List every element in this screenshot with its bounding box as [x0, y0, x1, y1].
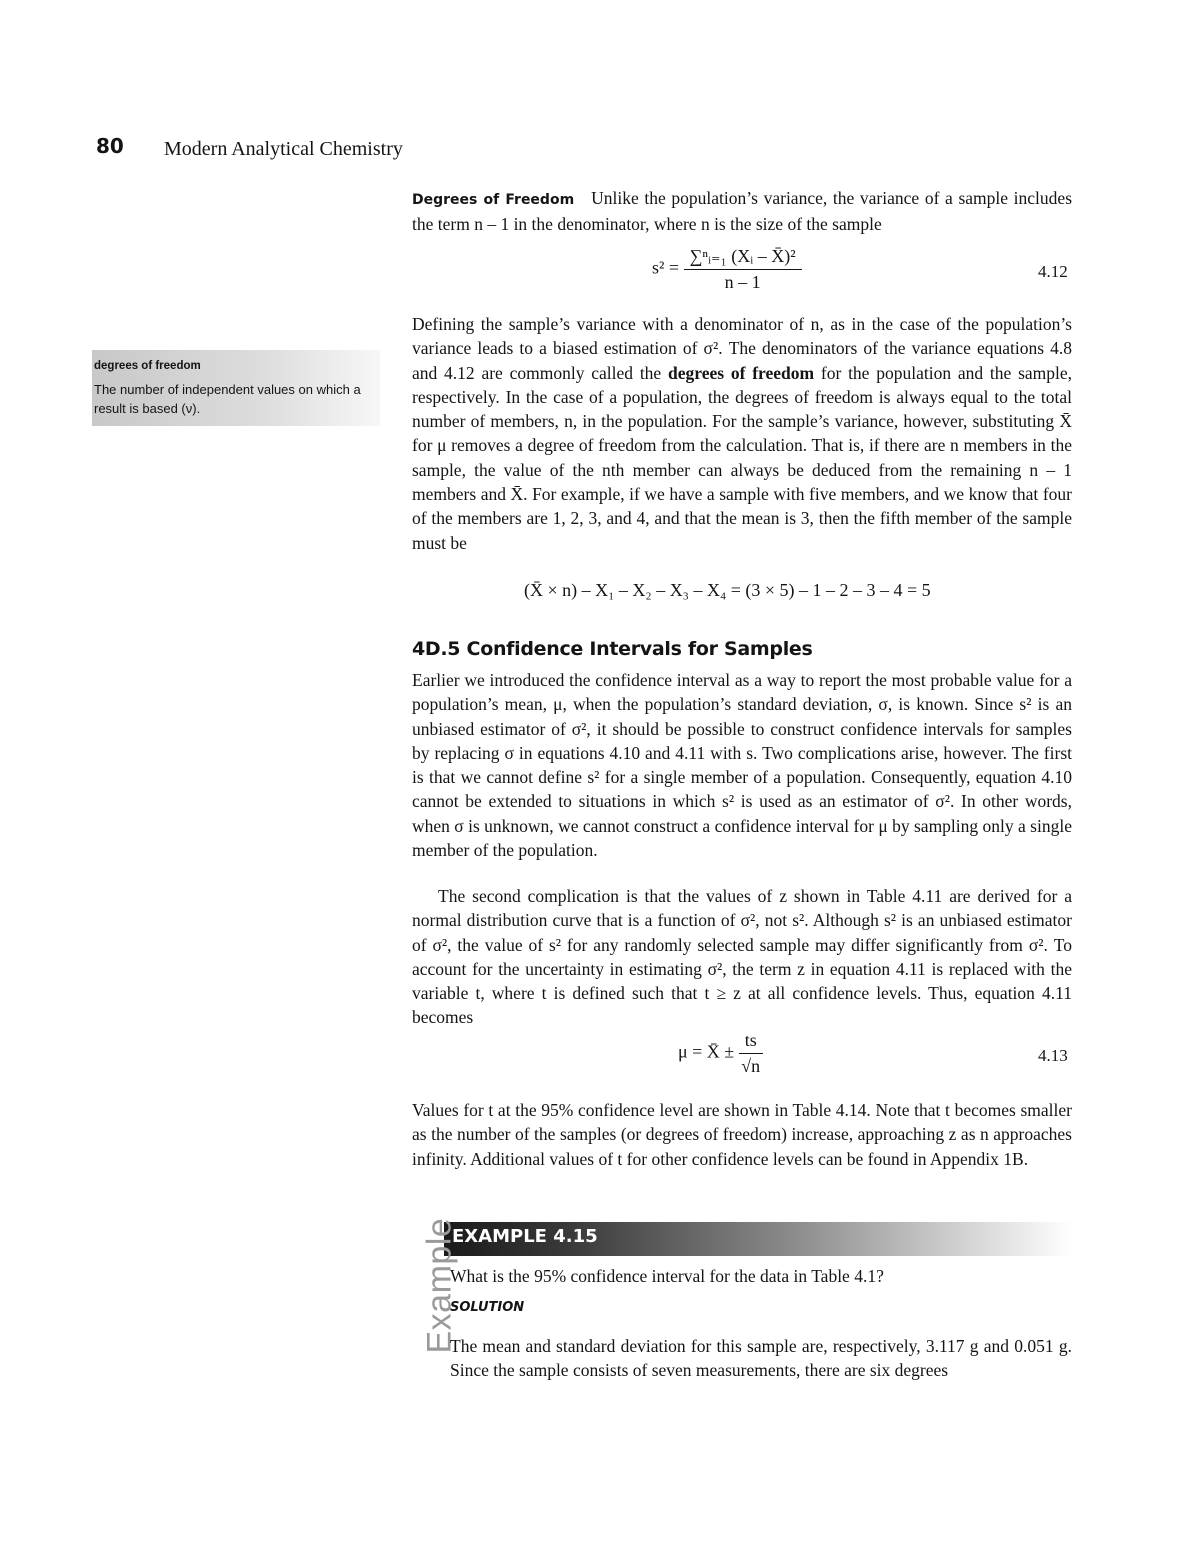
- equation-number-4-13: 4.13: [1038, 1046, 1068, 1065]
- eq413-denominator: √n: [741, 1056, 761, 1076]
- ci-paragraph-1: Earlier we introduced the confidence interval as a way to report the most probable value for a population’s mean, μ, when the population’s standard deviation, σ, is known. Since s² is an unbiased estimator of σ², it should be possible to construct confidence intervals for samples by replacing σ in equations 4.10 and 4.11 with s. Two complications arise, however. The first is that we cannot define s² for a single member of a population. Consequently, equation 4.10 cannot be extended to situations in which s² is used as an estimator of σ². In other words, when σ is unknown, we cannot construct a confidence interval for μ by sampling only a single member of the population.: [412, 670, 1072, 861]
- dof-text-a: Defining the sample’s variance with a denominator of n, as in the case of the population’s variance leads to a biased estimation of σ². The denominators of the variance equations 4.8 and 4.12 are commonly called the: [412, 314, 1072, 383]
- eq413-numerator: ts: [739, 1030, 763, 1054]
- example-question: What is the 95% confidence interval for the data in Table 4.1?: [450, 1266, 884, 1286]
- example-label: EXAMPLE 4.15: [452, 1226, 598, 1247]
- margin-note-term: degrees of freedom: [94, 360, 201, 372]
- eq412-denominator: n – 1: [724, 272, 761, 292]
- dof-intro-text: Unlike the population’s variance, the variance of a sample includes the term n – 1 in the denominator, where n is the size of the sample: [412, 188, 1073, 235]
- solution-text: The mean and standard deviation for this sample are, respectively, 3.117 g and 0.051 g. Since the sample consists of seven measurements, there are six degrees: [450, 1336, 1072, 1381]
- dof-body-paragraph: [412, 312, 1072, 555]
- running-head: Modern Analytical Chemistry: [164, 138, 403, 160]
- dof-key-term: degrees of freedom: [668, 362, 815, 383]
- dof-text-b: for the population and the sample, respectively. In the case of a population, the degrees of freedom is always equal to the total number of members, n, in the population. For the sample’s variance, however, substituting X̄ for μ removes a degree of freedom from the calculation. That is, if there are n members in the sample, the value of the nth member can always be deduced from the remaining n – 1 members and X̄. For example, if we have a sample with five members, and we know that four of the members are 1, 2, 3, and 4, and that the mean is 3, then the fifth member of the sample must be: [412, 362, 1073, 553]
- eq412-fraction: [684, 246, 802, 293]
- dof-intro-paragraph: [412, 186, 1072, 237]
- equation-4-12: [652, 246, 802, 293]
- example-side-label: Example: [420, 1217, 459, 1354]
- eq412-lhs: s² =: [652, 257, 680, 278]
- runin-heading: Degrees of Freedom: [412, 192, 575, 208]
- equation-4-13: [678, 1030, 763, 1077]
- section-heading: 4D.5 Confidence Intervals for Samples: [412, 638, 813, 660]
- ci-paragraph-2: The second complication is that the values of z shown in Table 4.11 are derived for a normal distribution curve that is a function of σ², not s². Although s² is an unbiased estimator of σ², the value of s² for any randomly selected sample may differ significantly from σ². To account for the uncertainty in estimating σ², the term z in equation 4.11 is replaced with the variable t, where t is defined such that t ≥ z at all confidence levels. Thus, equation 4.11 becomes: [412, 886, 1072, 1028]
- eq412-numerator: ∑ⁿᵢ₌₁ (Xᵢ – X̄)²: [684, 246, 802, 270]
- page-number: 80: [96, 134, 124, 158]
- eq413-fraction: [739, 1030, 763, 1077]
- equation-number-4-12: 4.12: [1038, 262, 1068, 281]
- eq413-lhs: μ = X̄ ±: [678, 1041, 735, 1062]
- fifth-member-equation: (X̄ × n) – X₁ – X₂ – X₃ – X₄ = (3 × 5) – 1 – 2 – 3 – 4 = 5: [524, 580, 931, 600]
- ci-paragraph-3: Values for t at the 95% confidence level are shown in Table 4.14. Note that t becomes smaller as the number of the samples (or degrees of freedom) increase, approaching z as n approaches infinity. Additional values of t for other confidence levels can be found in Appendix 1B.: [412, 1100, 1072, 1169]
- solution-heading: SOLUTION: [450, 1300, 525, 1315]
- margin-note-definition: The number of independent values on which a result is based (ν).: [94, 382, 361, 416]
